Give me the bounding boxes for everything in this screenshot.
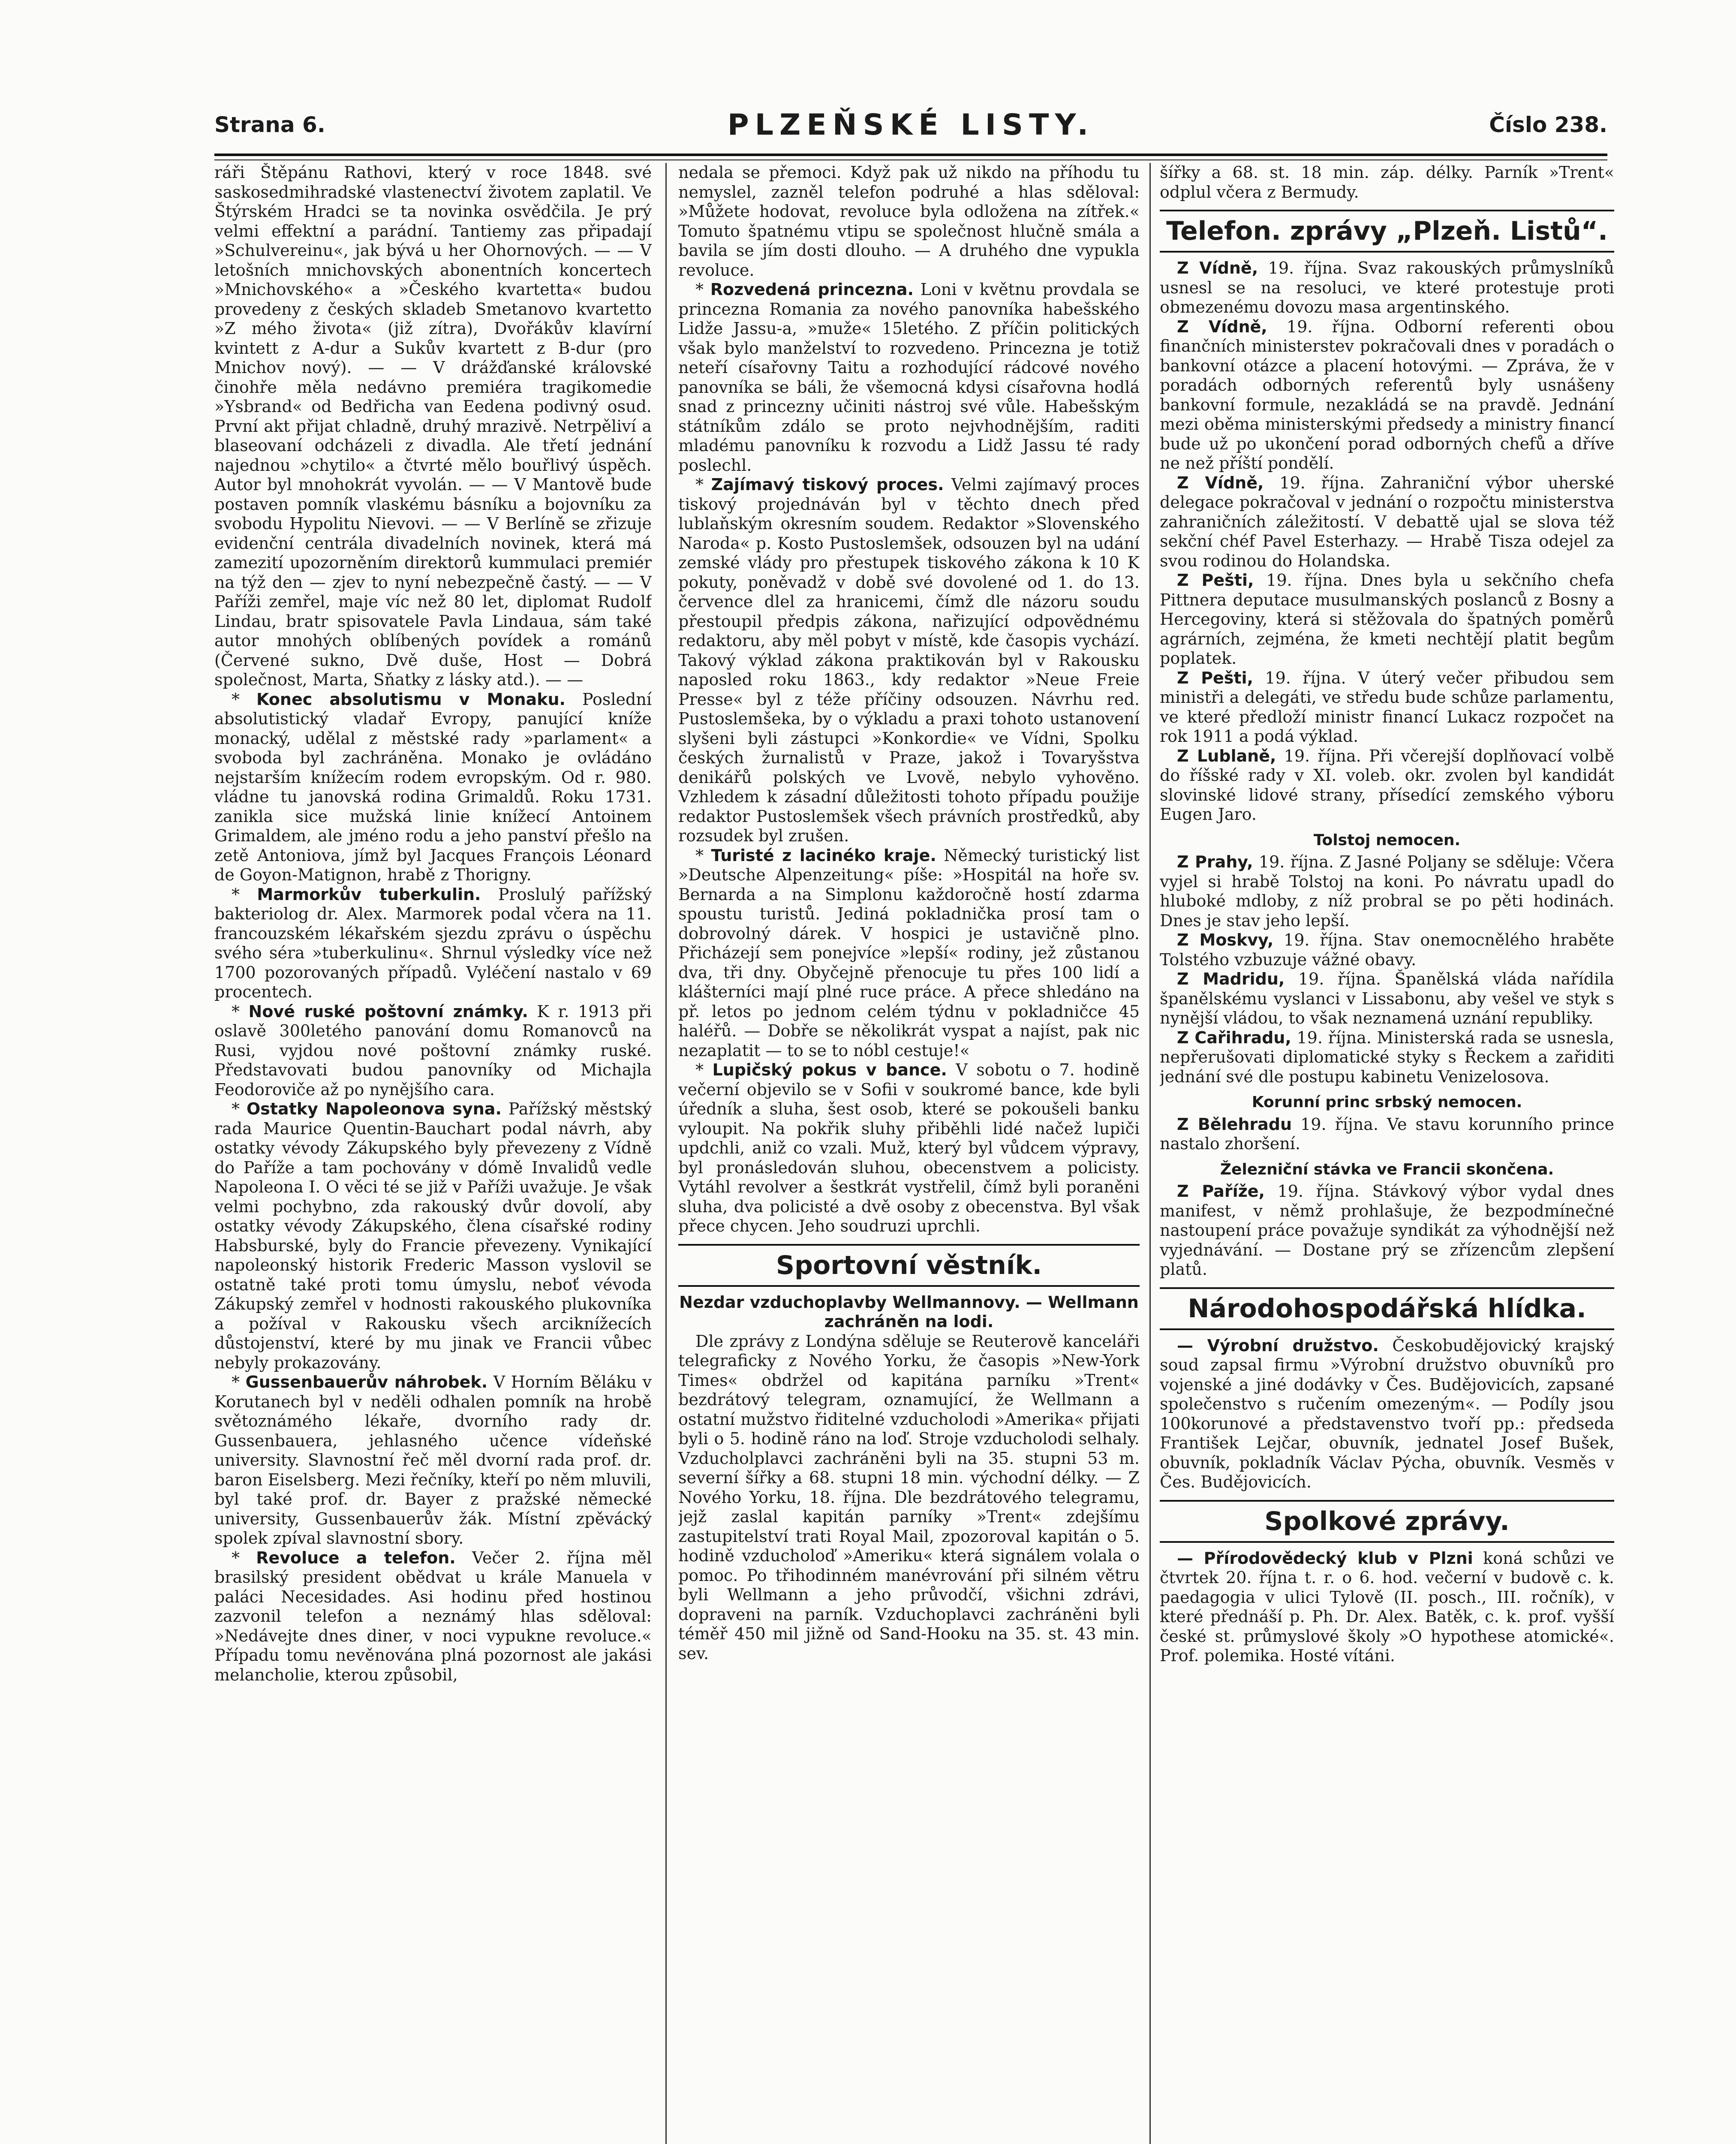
- subheading-serbia: Korunní princ srbský nemocen.: [1252, 1093, 1522, 1111]
- page-number: Strana 6.: [214, 112, 325, 137]
- news-text: 19. října. V úterý večer přibudou sem ministři a delegáti, ve středu bude schůze parlamentu, ve které předloží ministr financí Lukacz rozpočet na rok 1911 a podá výklad.: [1160, 668, 1614, 746]
- section-heading-telephone: Telefon. zprávy „Plzeň. Listů“.: [1160, 210, 1614, 253]
- news-item: [1160, 852, 1614, 930]
- article-text: Večer 2. října měl brasilský president obědvat u krále Manuela v paláci Necesidades. Asi hodinu před hostinou zazvonil telefon a neznámý hlas sděloval: »Nedávejte dnes diner, v noci vypukne revoluce.« Případu tomu nevěnována plná pozornost ale jakási melancholie, kterou způsobil,: [214, 1548, 652, 1684]
- news-item: [1160, 1182, 1614, 1280]
- article-title: Gussenbauerův náhrobek.: [245, 1373, 488, 1391]
- article-title: — Přírodovědecký klub v Plzni: [1177, 1548, 1473, 1568]
- article-title: Nové ruské poštovní známky.: [248, 1002, 528, 1021]
- dateline: Z Vídně,: [1177, 317, 1267, 336]
- news-text: 19. října. Stav onemocnělého hraběte Tolstého vzbuzuje vážné obavy.: [1160, 930, 1614, 969]
- article-text: Pařížský městský rada Maurice Quentin-Bauchart podal návrh, aby ostatky vévody Zákupského byly převezeny z Vídně do Paříže a tam pochovány v dómě Invalidů vedle Napoleona I. O věci té se již v Paříži uvažuje. Je však velmi pochybno, zda rakouský dvůr dovolí, aby ostatky vévody Zákupského, člena císařské rodiny Habsburské, byly do Francie převezeny. Vynikající napoleonský historik Frederic Masson vyslovil se ostatně také proti tomu úmyslu, neboť vévoda Zákupský zemřel v hodnosti rakouského plukovníka a požíval v Rakousku všech arciknížecích důstojenství, které by mu jinak ve Francii vůbec nebyly prokazovány.: [214, 1099, 652, 1372]
- news-item: [1160, 473, 1614, 571]
- article-continuation: ráři Štěpánu Rathovi, který v roce 1848. své saskosedmihradské vlastenectví životem zaplatil. Ve Štýrském Hradci se ta novinka osvědčila. Je prý velmi effektní a parádní. Tantiemy zas připadají »Schulvereinu«, jak bývá u her Ohornových. — — V letošních mnichovských abonentních koncertech »Mnichovského« a »Českého kvartetta« budou provedeny z českých skladeb Smetanovo kvartetto »Z mého života« (již zítra), Dvořákův klavírní kvintett z A-dur a Sukův kvartett z B-dur (pro Mnichov nový). — — V drážďanské královské činohře měla nedávno premiéra tragikomedie »Ysbrand« od Bedřicha van Eedena podivný osud. První akt přijat chladně, druhý mrazivě. Netrpěliví a blaseovaní odcházeli z divadla. Ale třetí jednání najednou »chytilo« a čtvrté mělo bouřlivý úspěch. Autor byl mnohokrát vyvolán. — — V Mantově bude postaven pomník vlaskému básníku a bojovníku za svobodu Hypolitu Nievovi. — — V Berlíně se zřizuje evidenční centrála divadelních novinek, která má zamezití upozorněním direktorů kummulaci premiér na týž den — zjev to nyní nebezpečně častý. — — V Paříži zemřel, maje víc než 80 let, diplomat Rudolf Lindau, bratr spisovatele Pavla Lindaua, sám také autor mnohých oblíbených povídek a románů (Červené sukno, Dvě duše, Host — Dobrá společnost, Marta, Sňatky z lásky atd.). — —: [214, 163, 652, 689]
- news-text: 19. října. Španělská vláda nařídila španělskému vyslanci v Lissabonu, aby vešel ve styk s nynější vládou, to však neznamená uznání republiky.: [1160, 970, 1614, 1027]
- news-text: 19. října. Ministerská rada se usnesla, nepřerušovati diplomatické styky s Řeckem a zařiditi jednání své dle postupu kabinetu Venizelosova.: [1160, 1028, 1614, 1086]
- article-continuation: šířky a 68. st. 18 min. záp. délky. Parník »Trent« odplul včera z Bermudy.: [1160, 163, 1614, 202]
- dateline: Z Pešti,: [1177, 571, 1254, 590]
- news-item: [1160, 1028, 1614, 1087]
- masthead-title: PLZEŇSKÉ LISTY.: [727, 108, 1095, 142]
- section-heading-clubs: Spolkové zprávy.: [1160, 1500, 1614, 1543]
- column-3: [1160, 163, 1614, 2144]
- article-text: V sobotu o 7. hodině večerní objevilo se v Sofii v soukromé bance, kde byli úředník a sluha, šest osob, které se pokoušeli banku vyloupit. Na pokřik sluhy přiběhli lidé načež lupiči updchli, aniž co vzali. Muž, který byl vůdcem výpravy, byl pronásledován sluhou, obecenstvem a policisty. Vytáhl revolver a šestkrát vystřelil, čímž byli poraněni sluha, dva policisté a dvě osoby z obecenstva. Byl však přece chycen. Jeho soudruzi uprchli.: [678, 1060, 1140, 1235]
- news-item: [1160, 1336, 1614, 1492]
- section-heading-economy: Národohospodářská hlídka.: [1160, 1287, 1614, 1330]
- news-item: [1160, 1549, 1614, 1666]
- dateline: Z Madridu,: [1177, 970, 1285, 988]
- section-heading-sport: Sportovní věstník.: [678, 1244, 1140, 1287]
- news-item: [1160, 970, 1614, 1028]
- article-title: Turisté z lacinéko kraje.: [711, 846, 936, 865]
- article-title: Lupičský pokus v bance.: [712, 1060, 947, 1079]
- subheading-strike: Železniční stávka ve Francii skončena.: [1220, 1160, 1554, 1178]
- article-text: Velmi zajímavý proces tiskový projednáván byl v těchto dnech před lublaňským okresním soudem. Redaktor »Slovenského Naroda« p. Kosto Pustoslemšek, odsouzen byl na udání zemské vlády pro přestupek tiskového zákona k 10 K pokuty, poněvadž v době své dovolené od 1. do 13. července dlel za hranicemi, čímž dle názoru soudu přestoupil předpis zákona, nařizující odpovědnému redaktoru, aby měl pobyt v místě, kde časopis vychází. Takový výklad zákona praktikován byl v Rakousku naposled roku 1863., kdy redaktor »Neue Freie Presse« byl z téže příčiny odsouzen. Návrhu red. Pustoslemšeka, by o výkladu a praxi tohoto ustanovení slyšeni byli zástupci »Konkordie« ve Vídni, Spolku českých žurnalistů v Praze, jakož i Tovaryšstva denikářů polských ve Lvově, nebylo vyhověno. Vzhledem k zásadní důležitosti tohoto případu použije redaktor Pustoslemšek všech právních prostředků, aby rozsudek byl zrušen.: [678, 475, 1140, 845]
- article-text: V Horním Běláku v Korutanech byl v neděli odhalen pomník na hrobě světoznámého lékaře, dvorního rady dr. Gussenbauera, jehlasného učence vídeňské university. Slavnostní řeč měl dvorní rada prof. dr. baron Eiselsberg. Mezi řečníky, kteří po něm mluvili, byl také prof. dr. Bayer z pražské německé university, Gussenbauerův žák. Místní zpěvácký spolek zpíval slavnostní sbory.: [214, 1373, 652, 1548]
- column-divider: [1149, 163, 1151, 2144]
- news-item: [1160, 571, 1614, 668]
- dateline: Z Pešti,: [1177, 668, 1253, 687]
- article-title: Rozvedená princezna.: [710, 280, 914, 299]
- news-text: 19. října. Ve stavu korunního prince nastalo zhoršení.: [1160, 1114, 1614, 1153]
- news-text: koná schůzi ve čtvrtek 20. října t. r. o 6. hod. večerní v budově c. k. paedagogia v ulici Tylově (II. posch., III. ročník), v které přednáší p. Ph. Dr. Alex. Batěk, c. k. prof. vyšší české st. průmyslové školy »O hypothese atomické«. Prof. polemika. Hosté vítáni.: [1160, 1548, 1614, 1665]
- article-title: Konec absolutismu v Monaku.: [256, 690, 566, 709]
- article: * Lupičský pokus v bance. V sobotu o 7. hodině večerní objevilo se v Sofii v soukromé bance, kde byli úředník a sluha, šest osob, které se pokoušeli banku vyloupit. Na pokřik sluhy přiběhli lidé načež lupiči updchli, aniž co vzali. Muž, který byl vůdcem výpravy, byl pronásledován sluhou, obecenstvem a policisty. Vytáhl revolver a šestkrát vystřelil, čímž byli poraněni sluha, dva policisté a dvě osoby z obecenstva. Byl však přece chycen. Jeho soudruzi uprchli.: [678, 1060, 1140, 1235]
- dateline: Z Vídně,: [1177, 259, 1258, 277]
- article: * Gussenbauerův náhrobek. V Horním Běláku v Korutanech byl v neděli odhalen pomník na hrobě světoznámého lékaře, dvorního rady dr. Gussenbauera, jehlasného učence vídeňské university. Slavnostní řeč měl dvorní rada prof. dr. baron Eiselsberg. Mezi řečníky, kteří po něm mluvili, byl také prof. dr. Bayer z pražské německé university, Gussenbauerův žák. Místní zpěvácký spolek zpíval slavnostní sbory.: [214, 1373, 652, 1548]
- news-text: 19. října. Odborní referenti obou finančních ministerstev pokračovali dnes v poradách o bankovní otázce a placení hotovými. — Zpráva, že v poradách odborných referentů byly usnášeny bankovní formule, nezakládá se na pravdě. Jednání mezi oběma ministerskými předsedy a ministry financí bude už po ukončení porad odborných chefů a dříve ne než příští pondělí.: [1160, 317, 1614, 473]
- article-text: Německý turistický list »Deutsche Alpenzeitung« píše: »Hospitál na hoře sv. Bernarda a na Simplonu každoročně hostí zdarma spoustu turistů. Jediná pokladnička prosí tam o dobrovolný dárek. V hospici je ustavičně plno. Přicházejí sem ponejvíce »lepší« rodiny, jež zůstanou dva, tři dny. Obyčejně přenocuje tu přes 100 lidí a klášterníci mají plné ruce práce. A přece shledáno na př. letos po jednom celém týdnu v pokladničce 45 haléřů. — Dobře se několikrát vyspat a najíst, pak nic nezaplatit — to se to nóbl cestuje!«: [678, 846, 1140, 1060]
- news-text: 19. října. Svaz rakouských průmyslníků usnesl se na resoluci, ve které protestuje proti obmezenému dovozu masa argentinského.: [1160, 259, 1614, 316]
- article: * Revoluce a telefon. Večer 2. října měl brasilský president obědvat u krále Manuela v paláci Necesidades. Asi hodinu před hostinou zazvonil telefon a neznámý hlas sděloval: »Nedávejte dnes diner, v noci vypukne revoluce.« Případu tomu nevěnována plná pozornost ale jakási melancholie, kterou způsobil,: [214, 1548, 652, 1684]
- dateline: Z Moskvy,: [1177, 930, 1274, 949]
- article: * Marmorkův tuberkulin. Proslulý pařížský bakteriolog dr. Alex. Marmorek podal včera na 11. francouzském lékařském sjezdu zprávu o úspěchu svého séra »tuberkulinu«. Shrnul výsledky více než 1700 pozorovaných případů. Vyléčení nastalo v 69 procentech.: [214, 885, 652, 1001]
- subheading-tolstoy: Tolstoj nemocen.: [1313, 831, 1461, 849]
- issue-number: Číslo 238.: [1489, 112, 1607, 137]
- dateline: Z Paříže,: [1177, 1182, 1265, 1201]
- column-1: [214, 163, 652, 2144]
- news-text: 19. října. Při včerejší doplňovací volbě do říšské rady v XI. voleb. okr. zvolen byl kandidát slovinské lidové strany, přísedící zemského výboru Eugen Jaro.: [1160, 746, 1614, 824]
- news-item: [1160, 259, 1614, 317]
- article-title: Revoluce a telefon.: [256, 1548, 456, 1567]
- news-text: 19. října. Stávkový výbor vydal dnes manifest, v němž prohlašuje, že bezpodmínečné nastoupení práce považuje syndikát za výhodnější než vyjednávání. — Dostane prý se zřízencům zlepšení platů.: [1160, 1182, 1614, 1279]
- dateline: Z Cařihradu,: [1177, 1028, 1291, 1047]
- dateline: Z Lublaně,: [1177, 746, 1276, 765]
- news-text: 19. října. Dnes byla u sekčního chefa Pittnera deputace musulmanských poslanců z Bosny a Hercegoviny, která si stěžovala do špatných poměrů agrárních, zejména, že kmeti nechtějí platit begům poplatek.: [1160, 571, 1614, 668]
- article: * Ostatky Napoleonova syna. Pařížský městský rada Maurice Quentin-Bauchart podal návrh, aby ostatky vévody Zákupského byly převezeny z Vídně do Paříže a tam pochovány v dómě Invalidů vedle Napoleona I. O věci té se již v Paříži uvažuje. Je však velmi pochybno, zda rakouský dvůr dovolí, aby ostatky vévody Zákupského, člena císařské rodiny Habsburské, byly do Francie převezeny. Vynikající napoleonský historik Frederic Masson vyslovil se ostatně také proti tomu úmyslu, neboť vévoda Zákupský zemřel v hodnosti rakouského plukovníka a požíval v Rakousku všech arciknížecích důstojenství, které by mu jinak ve Francii vůbec nebyly prokazovány.: [214, 1099, 652, 1372]
- news-item: [1160, 747, 1614, 825]
- article-continuation: nedala se přemoci. Když pak už nikdo na příhodu tu nemyslel, zazněl telefon podruhé a hlas sděloval: »Můžete hodovat, revoluce byla odložena na zítřek.« Tomuto špatnému vtipu se společnost hlučně smála a bavila se jím dosti dlouho. — A druhého dne vypukla revoluce.: [678, 163, 1140, 280]
- article-title: Nezdar vzduchoplavby Wellmannovy. — Wellmann zachráněn na lodi.: [679, 1292, 1139, 1331]
- article-title: Ostatky Napoleonova syna.: [246, 1099, 502, 1118]
- article-title: Zajímavý tiskový proces.: [711, 475, 944, 494]
- news-text: 19. října. Z Jasné Poljany se sděluje: Včera vyjel si hrabě Tolstoj na koni. Po návratu upadl do hluboké mdloby, z níž probral se po pěti hodinách. Dnes je stav jeho lepší.: [1160, 852, 1614, 930]
- article: * Zajímavý tiskový proces. Velmi zajímavý proces tiskový projednáván byl v těchto dnech před lublaňským okresním soudem. Redaktor »Slovenského Naroda« p. Kosto Pustoslemšek, odsouzen byl na udání zemské vlády pro přestupek tiskového zákona k 10 K pokuty, poněvadž v době své dovolené od 1. do 13. července dlel za hranicemi, čímž dle názoru soudu přestoupil předpis zákona, nařizující odpovědnému redaktoru, aby měl pobyt v místě, kde časopis vychází. Takový výklad zákona praktikován byl v Rakousku naposled roku 1863., kdy redaktor »Neue Freie Presse« byl z téže příčiny odsouzen. Návrhu red. Pustoslemšeka, by o výkladu a praxi tohoto ustanovení slyšeni byli zástupci »Konkordie« ve Vídni, Spolku českých žurnalistů v Praze, jakož i Tovaryšstva denikářů polských ve Lvově, nebylo vyhověno. Vzhledem k zásadní důležitosti tohoto případu použije redaktor Pustoslemšek všech právních prostředků, aby rozsudek byl zrušen.: [678, 475, 1140, 845]
- page-header: [214, 108, 1607, 151]
- article-title: — Výrobní družstvo.: [1177, 1336, 1379, 1355]
- article-text: Poslední absolutistický vladař Evropy, panující kníže monacký, udělal z městské rady »parlament« a svoboda byl zachráněna. Monako je ovládáno nejstarším knížecím rodem evropským. Od r. 980. vládne tu janovská rodina Grimaldů. Roku 1731. zanikla sice mužská linie knížecí Antoinem Grimaldem, ale jméno rodu a jeho panství přešlo na zetě Antoniova, jímž byl Jacques François Léonard de Goyon-Matignon, hrabě z Thorigny.: [214, 690, 652, 884]
- column-divider: [665, 163, 667, 2144]
- dateline: Z Prahy,: [1177, 852, 1253, 871]
- article-text: K r. 1913 při oslavě 300letého panování domu Romanovců na Rusi, vyjdou nové poštovní známky ruské. Představovati budou panovníky od Michajla Feodoroviče až po nynějšího cara.: [214, 1002, 652, 1099]
- news-text: Českobudějovický krajský soud zapsal firmu »Výrobní družstvo obuvníků pro vojenské a jiné dodávky v Čes. Budějovicích, zapsané společenstvo s ručením omezeným«. — Podíly jsou 100korunové a představenstvo tvoří pp.: předseda František Lejčar, obuvník, jednatel Josef Bušek, obuvník, pokladník Václav Pýcha, obuvník. Vesměs v Čes. Budějovicích.: [1160, 1336, 1614, 1491]
- news-item: [1160, 1115, 1614, 1154]
- article-text: Proslulý pařížský bakteriolog dr. Alex. Marmorek podal včera na 11. francouzském lékařském sjezdu zprávu o úspěchu svého séra »tuberkulinu«. Shrnul výsledky více než 1700 pozorovaných případů. Vyléčení nastalo v 69 procentech.: [214, 885, 652, 1001]
- article: * Nové ruské poštovní známky. K r. 1913 při oslavě 300letého panování domu Romanovců na Rusi, vyjdou nové poštovní známky ruské. Představovati budou panovníky od Michajla Feodoroviče až po nynějšího cara.: [214, 1002, 652, 1099]
- article-title: Marmorkův tuberkulin.: [257, 885, 481, 904]
- article-text: Dle zprávy z Londýna sděluje se Reuterově kanceláři telegraficky z Nového Yorku, že časopis »New-York Times« obdržel od kapitána parníku »Trent« bezdrátový telegram, oznamující, že Wellmann a ostatní mužstvo řiditelné vzducholodi »Amerika« přijati byli o 5. hodině ráno na loď. Stroje vzducholodi selhaly. Vzducholplavci zachráněni byli na 35. stupni 53 m. severní šířky a 68. stupni 18 min. východní délky. — Z Nového Yorku, 18. října. Dle bezdrátového telegramu, jejž zaslal kapitán parníky »Trent« zdejšímu zastupitelství trati Royal Mail, zpozoroval kapitán o 5. hodině vzducholoď »Ameriku« která signálem volala o pomoc. Po třihodinném manévrování při silném větru byli Wellmann a jeho průvodčí, všichni zdrávi, dopraveni na parník. Vzduchoplavci zachráněni byli téměř 450 mil jižně od Sand-Hooku na 35. st. 43 min. sev.: [678, 1331, 1140, 1663]
- column-2: [678, 163, 1140, 2144]
- article: * Rozvedená princezna. Loni v květnu provdala se princezna Romania za nového panovníka habešského Lidže Jassu-a, »muže« 15letého. Z příčin politických však bylo manželství to rozvedeno. Princezna je totiž neteří císařovny Taitu a rozhodující rádcové nového panovníka se báli, že všemocná kdysi císařovna hodlá snad z princezny učiniti nástroj své vůle. Habešským státníkům zdálo se proto nejvhodnějším, raditi mladému panovníku k rozvodu a Lidž Jassu té rady poslechl.: [678, 280, 1140, 475]
- news-item: [1160, 668, 1614, 747]
- article: * Turisté z lacinéko kraje. Německý turistický list »Deutsche Alpenzeitung« píše: »Hospitál na hoře sv. Bernarda a na Simplonu každoročně hostí zdarma spoustu turistů. Jediná pokladnička prosí tam o dobrovolný dárek. V hospici je ustavičně plno. Přicházejí sem ponejvíce »lepší« rodiny, jež zůstanou dva, tři dny. Obyčejně přenocuje tu přes 100 lidí a klášterníci mají plné ruce práce. A přece shledáno na př. letos po jednom celém týdnu v pokladničce 45 haléřů. — Dobře se několikrát vyspat a najíst, pak nic nezaplatit — to se to nóbl cestuje!«: [678, 846, 1140, 1060]
- news-item: [1160, 930, 1614, 970]
- header-rule: [214, 154, 1607, 160]
- news-text: 19. října. Zahraniční výbor uherské delegace pokračoval v jednání o rozpočtu ministerstva zahraničních záležitostí. V debattě ujal se slova též sekční chéf Pavel Esterhazy. — Hrabě Tisza odejel za svou rodinou do Holandska.: [1160, 473, 1614, 570]
- news-item: [1160, 317, 1614, 473]
- dateline: Z Bělehradu: [1177, 1114, 1292, 1134]
- article-text: Loni v květnu provdala se princezna Romania za nového panovníka habešského Lidže Jassu-a, »muže« 15letého. Z příčin politických však bylo manželství to rozvedeno. Princezna je totiž neteří císařovny Taitu a rozhodující rádcové nového panovníka se báli, že všemocná kdysi císařovna hodlá snad z princezny učiniti nástroj své vůle. Habešským státníkům zdálo se proto nejvhodnějším, raditi mladému panovníku k rozvodu a Lidž Jassu té rady poslechl.: [678, 280, 1140, 475]
- article: * Konec absolutismu v Monaku. Poslední absolutistický vladař Evropy, panující kníže monacký, udělal z městské rady »parlament« a svoboda byl zachráněna. Monako je ovládáno nejstarším knížecím rodem evropským. Od r. 980. vládne tu janovská rodina Grimaldů. Roku 1731. zanikla sice mužská linie knížecí Antoinem Grimaldem, ale jméno rodu a jeho panství přešlo na zetě Antoniova, jímž byl Jacques François Léonard de Goyon-Matignon, hrabě z Thorigny.: [214, 690, 652, 884]
- dateline: Z Vídně,: [1177, 473, 1264, 492]
